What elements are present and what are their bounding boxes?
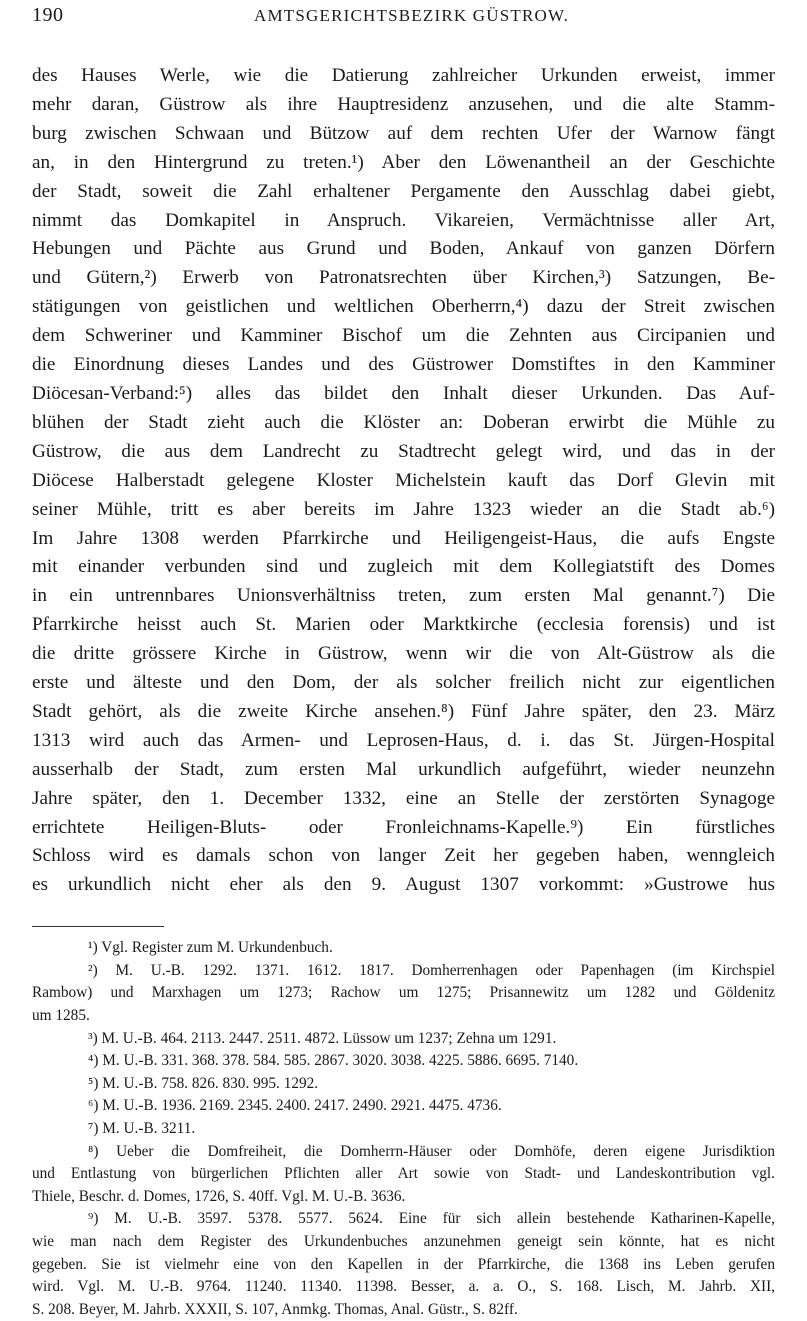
- body-line: die Einordnung dieses Landes und des Güstrower Domstiftes in den Kamminer: [32, 354, 775, 376]
- body-text: [32, 62, 775, 900]
- footnotes: [32, 937, 775, 1321]
- running-head: AMTSGERICHTSBEZIRK GÜSTROW.: [254, 6, 570, 25]
- body-line: Stadt gehört, als die zweite Kirche ansehen.⁸) Fünf Jahre später, den 23. März: [32, 700, 775, 722]
- body-line: Hebungen und Pächte aus Grund und Boden, Ankauf von ganzen Dörfern: [32, 238, 775, 260]
- footnote-line: ⁵) M. U.-B. 758. 826. 830. 995. 1292.: [88, 1074, 319, 1092]
- body-line: der Stadt, soweit die Zahl erhaltener Pergamente den Ausschlag dabei giebt,: [32, 180, 775, 202]
- body-line: nimmt das Domkapitel in Anspruch. Vikareien, Vermächtnisse aller Art,: [32, 209, 775, 231]
- footnote-line: ²) M. U.-B. 1292. 1371. 1612. 1817. Domherrenhagen oder Papenhagen (im Kirchspiel: [88, 961, 775, 979]
- body-line: ausserhalb der Stadt, zum ersten Mal urkundlich aufgeführt, wieder neunzehn: [32, 758, 775, 780]
- footnote-rule: [32, 926, 164, 927]
- body-line: mit einander verbunden sind und zugleich mit dem Kollegiatstift des Domes: [32, 556, 775, 578]
- footnote-line: um 1285.: [32, 1007, 90, 1025]
- body-line: seiner Mühle, tritt es aber bereits im Jahre 1323 wieder an die Stadt ab.⁶): [32, 498, 775, 520]
- body-line: in ein untrennbares Unionsverhältniss treten, zum ersten Mal genannt.⁷) Die: [32, 585, 775, 607]
- footnote-line: wie man nach dem Register des Urkundenbuches anzunehmen geneigt sein könnte, hat es nicht: [32, 1233, 775, 1250]
- body-line: Diöcese Halberstadt gelegene Kloster Michelstein kauft das Dorf Glevin mit: [32, 469, 775, 491]
- footnote-line: ⁷) M. U.-B. 3211.: [88, 1120, 196, 1138]
- body-line: 1313 wird auch das Armen- und Leprosen-Haus, d. i. das St. Jürgen-Hospital: [32, 729, 775, 751]
- body-line: Im Jahre 1308 werden Pfarrkirche und Heiligengeist-Haus, die aufs Engste: [32, 527, 775, 549]
- body-line: Güstrow, die aus dem Landrecht zu Stadtrecht gelegt wird, und das in der: [32, 440, 775, 462]
- page-header: [32, 0, 775, 40]
- footnote-line: S. 208. Beyer, M. Jahrb. XXXII, S. 107, Anmkg. Thomas, Anal. Güstr., S. 82ff.: [32, 1300, 518, 1318]
- footnote-line: gegeben. Sie ist vielmehr eine von den Kapellen in der Pfarrkirche, die 1368 ins Leben gerufen: [32, 1255, 775, 1273]
- page-number: 190: [32, 4, 64, 26]
- body-line: des Hauses Werle, wie die Datierung zahlreicher Urkunden erweist, immer: [32, 65, 775, 86]
- footnote-line: ¹) Vgl. Register zum M. Urkundenbuch.: [88, 939, 333, 957]
- body-line: stätigungen von geistlichen und weltlichen Oberherrn,⁴) dazu der Streit zwischen: [32, 296, 775, 318]
- footnote-line: ⁹) M. U.-B. 3597. 5378. 5577. 5624. Eine für sich allein bestehende Katharinen-Kapelle,: [88, 1210, 775, 1228]
- body-line: Pfarrkirche heisst auch St. Marien oder Marktkirche (ecclesia forensis) und ist: [32, 614, 775, 636]
- footnote-line: ⁴) M. U.-B. 331. 368. 378. 584. 585. 2867. 3020. 3038. 4225. 5886. 6695. 7140.: [88, 1052, 579, 1070]
- body-line: burg zwischen Schwaan und Bützow auf dem rechten Ufer der Warnow fängt: [32, 122, 775, 144]
- body-line: die dritte grössere Kirche in Güstrow, wenn wir die von Alt-Güstrow als die: [32, 643, 775, 665]
- footnote-line: Rambow) und Marxhagen um 1273; Rachow um 1275; Prisannewitz um 1282 und Göldenitz: [32, 984, 775, 1002]
- body-line: erste und älteste und den Dom, der als solcher freilich nicht zur eigentlichen: [32, 672, 775, 694]
- body-line: blühen der Stadt zieht auch die Klöster an: Doberan erwirbt die Mühle zu: [32, 411, 775, 433]
- footnote-line: ³) M. U.-B. 464. 2113. 2447. 2511. 4872. Lüssow um 1237; Zehna um 1291.: [88, 1029, 557, 1047]
- body-line: Diöcesan-Verband:⁵) alles das bildet den Inhalt dieser Urkunden. Das Auf-: [32, 382, 775, 404]
- body-line: und Gütern,²) Erwerb von Patronatsrechten über Kirchen,³) Satzungen, Be-: [32, 267, 775, 289]
- body-line: Schloss wird es damals schon von langer Zeit her gegeben haben, wenngleich: [32, 845, 775, 867]
- footnote-line: ⁸) Ueber die Domfreiheit, die Domherrn-Häuser oder Domhöfe, deren eigene Jurisdiktion: [88, 1142, 775, 1160]
- footnote-line: und Entlastung von bürgerlichen Pflichten aller Art sowie von Stadt- und Landeskontribution vgl.: [32, 1165, 775, 1183]
- body-line: es urkundlich nicht eher als den 9. August 1307 vorkommt: »Gustrowe hus: [32, 874, 775, 896]
- footnote-line: Thiele, Beschr. d. Domes, 1726, S. 40ff. Vgl. M. U.-B. 3636.: [32, 1187, 406, 1205]
- body-line: mehr daran, Güstrow als ihre Hauptresidenz anzusehen, und die alte Stamm-: [32, 93, 775, 115]
- body-line: dem Schweriner und Kamminer Bischof um die Zehnten aus Circipanien und: [32, 325, 775, 347]
- body-line: errichtete Heiligen-Bluts- oder Fronleichnams-Kapelle.⁹) Ein fürstliches: [32, 816, 775, 838]
- body-line: an, in den Hintergrund zu treten.¹) Aber den Löwenantheil an der Geschichte: [32, 151, 775, 173]
- footnote-line: ⁶) M. U.-B. 1936. 2169. 2345. 2400. 2417. 2490. 2921. 4475. 4736.: [88, 1097, 502, 1115]
- body-line: Jahre später, den 1. December 1332, eine an Stelle der zerstörten Synagoge: [32, 787, 775, 809]
- footnote-line: wird. Vgl. M. U.-B. 9764. 11240. 11340. 11398. Besser, a. a. O., S. 168. Lisch, M. Jahrb. XII,: [32, 1278, 775, 1296]
